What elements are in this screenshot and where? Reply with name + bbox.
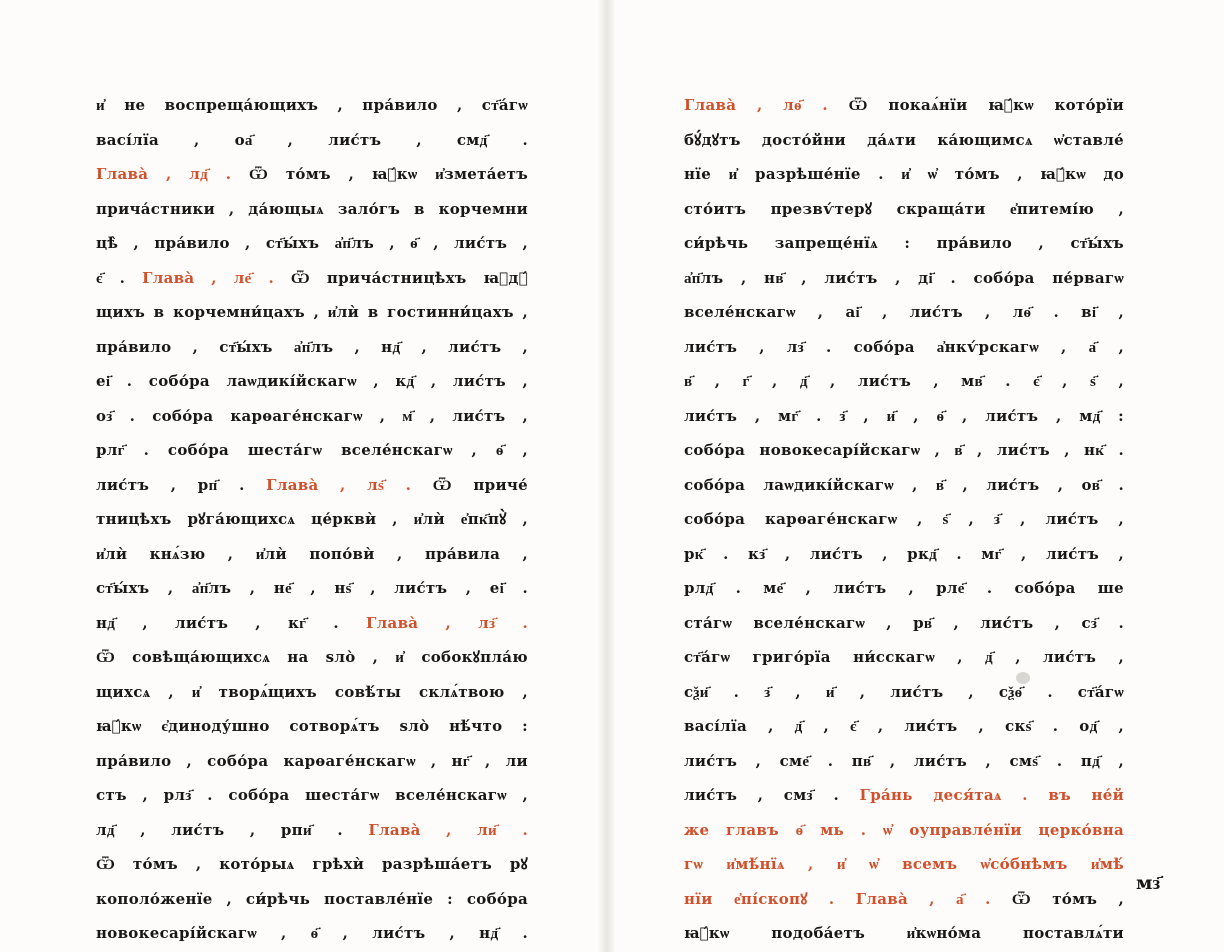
text-line <box>684 502 1124 537</box>
body-text: нїе и҆ разрѣше́нїе . и҆ ѡ҆ то́мъ , ꙗ҆́кѡ до <box>684 165 1124 183</box>
text-line <box>96 813 528 848</box>
text-line <box>684 571 1124 606</box>
body-text: Ѿ приче́ <box>411 475 528 494</box>
body-text: еі҃ . собо́ра лаѡдикі́йскагѡ , кд҃ , лис́тъ , <box>96 372 528 390</box>
rubric-text: Глава̀ , лѳ҃ . <box>684 96 828 114</box>
text-line <box>96 192 528 227</box>
body-text: прича́стники , да́ющыѧ зало́гъ в корчемни <box>96 199 528 218</box>
body-text: бꙋ́дꙋтъ досто́йни да́ѧти ка́ющимсѧ ѡ҆ставле́ <box>684 130 1124 149</box>
left-page <box>96 88 528 951</box>
body-text: васі́лїа , оа҃ , лис́тъ , смд҃ . <box>96 130 528 149</box>
text-line <box>96 226 528 261</box>
text-line <box>684 640 1124 675</box>
body-text: оз҃ . собо́ра карѳаге́нскагѡ , м҃ , лис́тъ , <box>96 406 528 425</box>
body-text: новокесарі́йскагѡ , ѳ҃ , лис́тъ , нд҃ . <box>96 924 528 942</box>
text-line <box>684 192 1124 227</box>
text-line <box>684 123 1124 158</box>
page-number: мз҃ <box>1136 872 1161 894</box>
text-line <box>684 744 1124 779</box>
body-text: сто́итъ презвѵ́терꙋ скраща́ти е҆питемі́ю , <box>684 199 1124 218</box>
text-line <box>684 295 1124 330</box>
text-line <box>684 537 1124 572</box>
body-text: собо́ра карѳаге́нскагѡ , ѕ҃ , з҃ , лис́тъ , <box>684 510 1124 528</box>
text-line <box>684 468 1124 503</box>
body-text: вселе́нскагѡ , аі҃ , лис́тъ , лѳ҃ . ві҃ , <box>684 303 1124 321</box>
text-line <box>96 571 528 606</box>
body-text: собо́ра новокесарі́йскагѡ , в҃ , лис́тъ , нк҃ . <box>684 441 1124 459</box>
book-gutter <box>598 0 614 952</box>
text-line <box>96 295 528 330</box>
body-text: и҆ не воспреща́ющихъ , пра́вило , ст҃а́гѡ <box>96 96 528 114</box>
body-text: Ѿ совѣща́ющихсѧ на ѕло̀ , и҆ собокꙋпла́ю <box>96 648 528 666</box>
text-line <box>684 882 1124 917</box>
text-line <box>96 433 528 468</box>
rubric-text: Глава̀ , ле҃ . <box>142 268 274 287</box>
text-line <box>96 123 528 158</box>
body-text: тницѣхъ рꙋга́ющихсѧ це́рквѝ , и҆лѝ е҆пк҃пꙋ̀ , <box>96 510 528 528</box>
body-text: а҆п҃лъ , нв҃ , лис́тъ , ді҃ . собо́ра пе́рвагѡ <box>684 268 1124 287</box>
text-line <box>684 88 1124 123</box>
body-text: лис́тъ , сме҃ . пв҃ , лис́тъ , смѕ҃ . пд҃ , <box>684 751 1124 770</box>
rubric-text: Гра́нь деся́таѧ . въ не́й <box>859 786 1124 804</box>
body-text: лис́тъ , смз҃ . <box>684 786 860 804</box>
text-line <box>96 709 528 744</box>
text-line <box>96 399 528 434</box>
text-line <box>96 157 528 192</box>
body-text: є҃ . <box>96 268 143 287</box>
text-line <box>684 226 1124 261</box>
body-text: нд҃ , лис́тъ , кг҃ . <box>96 613 367 632</box>
body-text: ст҃ы́хъ , а҆п҃лъ , не҃ , нѕ҃ , лис́тъ , еі҃ . <box>96 579 528 597</box>
body-text: стъ , рлз҃ . собо́ра шеста́гѡ вселе́нскагѡ , <box>96 786 528 804</box>
body-text: щихъ в корчемни́цахъ , и҆лѝ в гостинни́цахъ , <box>96 303 528 321</box>
body-text: рлд҃ . ме҃ , лис́тъ , рле҃ . собо́ра ше <box>684 579 1124 597</box>
body-text: собо́ра лаѡдикі́йскагѡ , в҃ , лис́тъ , ов҃ . <box>684 475 1124 494</box>
body-text: пра́вило , собо́ра карѳаге́нскагѡ , нг҃ , ли <box>96 751 528 770</box>
body-text: ст҃а́гѡ григо́рїа ни́сскагѡ , д҃ , лис́тъ , <box>684 648 1124 666</box>
text-line <box>684 330 1124 365</box>
body-text: рк҃ . кз҃ , лис́тъ , ркд҃ . мг҃ , лис́тъ , <box>684 544 1124 563</box>
rubric-text: нїи е҆пі́скопꙋ . <box>684 889 856 908</box>
body-text: лд҃ , лис́тъ , рпи҃ . <box>96 820 369 839</box>
rubric-text: гѡ и҆мѣ́нїѧ , и҆ ѡ҆ всемъ ѡ҆со́бнѣмъ и҆мѣ́ <box>684 855 1124 873</box>
text-line <box>684 157 1124 192</box>
text-line <box>96 847 528 882</box>
text-line <box>96 468 528 503</box>
text-line <box>684 399 1124 434</box>
right-page <box>684 88 1124 951</box>
rubric-text: же главъ ѳ҃ мь . ѡ҆ оуправле́нїи церко́вна <box>684 820 1124 839</box>
text-line <box>96 744 528 779</box>
text-line <box>684 261 1124 296</box>
body-text: ꙗ҆́кѡ є҆диноду́шно сотворѧ́тъ ѕло̀ нѣ́что : <box>96 717 528 735</box>
text-line <box>96 606 528 641</box>
body-text: Ѿ прича́стницѣхъ ꙗ҆дꙋ́ <box>273 268 528 287</box>
text-line <box>96 916 528 951</box>
body-text: и҆лѝ кнѧ́зю , и҆лѝ попо́вѝ , пра́вила , <box>96 544 528 563</box>
text-line <box>684 778 1124 813</box>
text-line <box>96 364 528 399</box>
body-text: лис́тъ , рп҃ . <box>96 475 267 494</box>
text-line <box>96 882 528 917</box>
body-text: лис́тъ , мг҃ . з҃ , и҃ , ѳ҃ , лис́тъ , мд҃ : <box>684 406 1124 425</box>
body-text: пра́вило , ст҃ы́хъ а҆п҃лъ , нд҃ , лис́тъ , <box>96 337 528 356</box>
text-line <box>96 261 528 296</box>
text-line <box>96 88 528 123</box>
body-text: рлг҃ . собо́ра шеста́гѡ вселе́нскагѡ , ѳ҃ , <box>96 441 528 459</box>
text-line <box>684 606 1124 641</box>
rubric-text: Глава̀ , а҃ . <box>855 889 991 908</box>
body-text: лис́тъ , лз҃ . собо́ра а҆нкѵ́рскагѡ , а҃ , <box>684 337 1124 356</box>
text-line <box>684 916 1124 951</box>
body-text: ста́гѡ вселе́нскагѡ , рв҃ , лис́тъ , сз҃ . <box>684 613 1124 632</box>
text-line <box>96 640 528 675</box>
body-text: щихсѧ , и҆ творѧ́щихъ совѣ́ты склѧ́твою , <box>96 682 528 701</box>
rubric-text: Глава̀ , лѕ҃ . <box>266 475 412 494</box>
text-line <box>96 502 528 537</box>
text-line <box>684 675 1124 710</box>
rubric-text: Глава̀ , ли҃ . <box>368 820 528 839</box>
body-text: си́рѣчь запреще́нїѧ : пра́вило , ст҃ы́хъ <box>684 234 1124 252</box>
text-line <box>684 813 1124 848</box>
body-text: сѯи҃ . з҃ , и҃ , лис́тъ , сѯѳ҃ . ст҃а́гѡ <box>684 682 1124 701</box>
body-text: Ѿ то́мъ , <box>990 889 1124 908</box>
body-text: Ѿ покаѧ́нїи ꙗ҆́кѡ кото́рїи <box>827 96 1124 114</box>
rubric-text: Глава̀ , лз҃ . <box>366 613 528 632</box>
text-line <box>96 675 528 710</box>
body-text: васі́лїа , д҃ , є҃ , лис́тъ , скѕ҃ . од҃ , <box>684 717 1124 735</box>
body-text: Ѿ то́мъ , ꙗ҆́кѡ и҆змета́етъ <box>231 165 528 183</box>
text-line <box>684 847 1124 882</box>
text-line <box>684 709 1124 744</box>
text-line <box>96 330 528 365</box>
body-text: Ѿ то́мъ , кото́рыѧ грѣхѝ разрѣша́етъ рꙋ <box>96 855 528 873</box>
rubric-text: Глава̀ , лд҃ . <box>96 165 232 183</box>
text-line <box>684 364 1124 399</box>
body-text: цѣ̀ , пра́вило , ст҃ы́хъ а҆п҃лъ , ѳ҃ , лис́тъ , <box>96 234 528 252</box>
text-line <box>684 433 1124 468</box>
body-text: ꙗ҆́кѡ подоба́етъ и҆кѡно́ма поставлѧ́ти <box>684 924 1124 942</box>
body-text: кополо́женїе , си́рѣчь поставле́нїе : собо́ра <box>96 889 528 908</box>
body-text: в҃ , г҃ , д҃ , лис́тъ , мв҃ . є҃ , ѕ҃ , <box>684 372 1124 390</box>
text-line <box>96 778 528 813</box>
text-line <box>96 537 528 572</box>
